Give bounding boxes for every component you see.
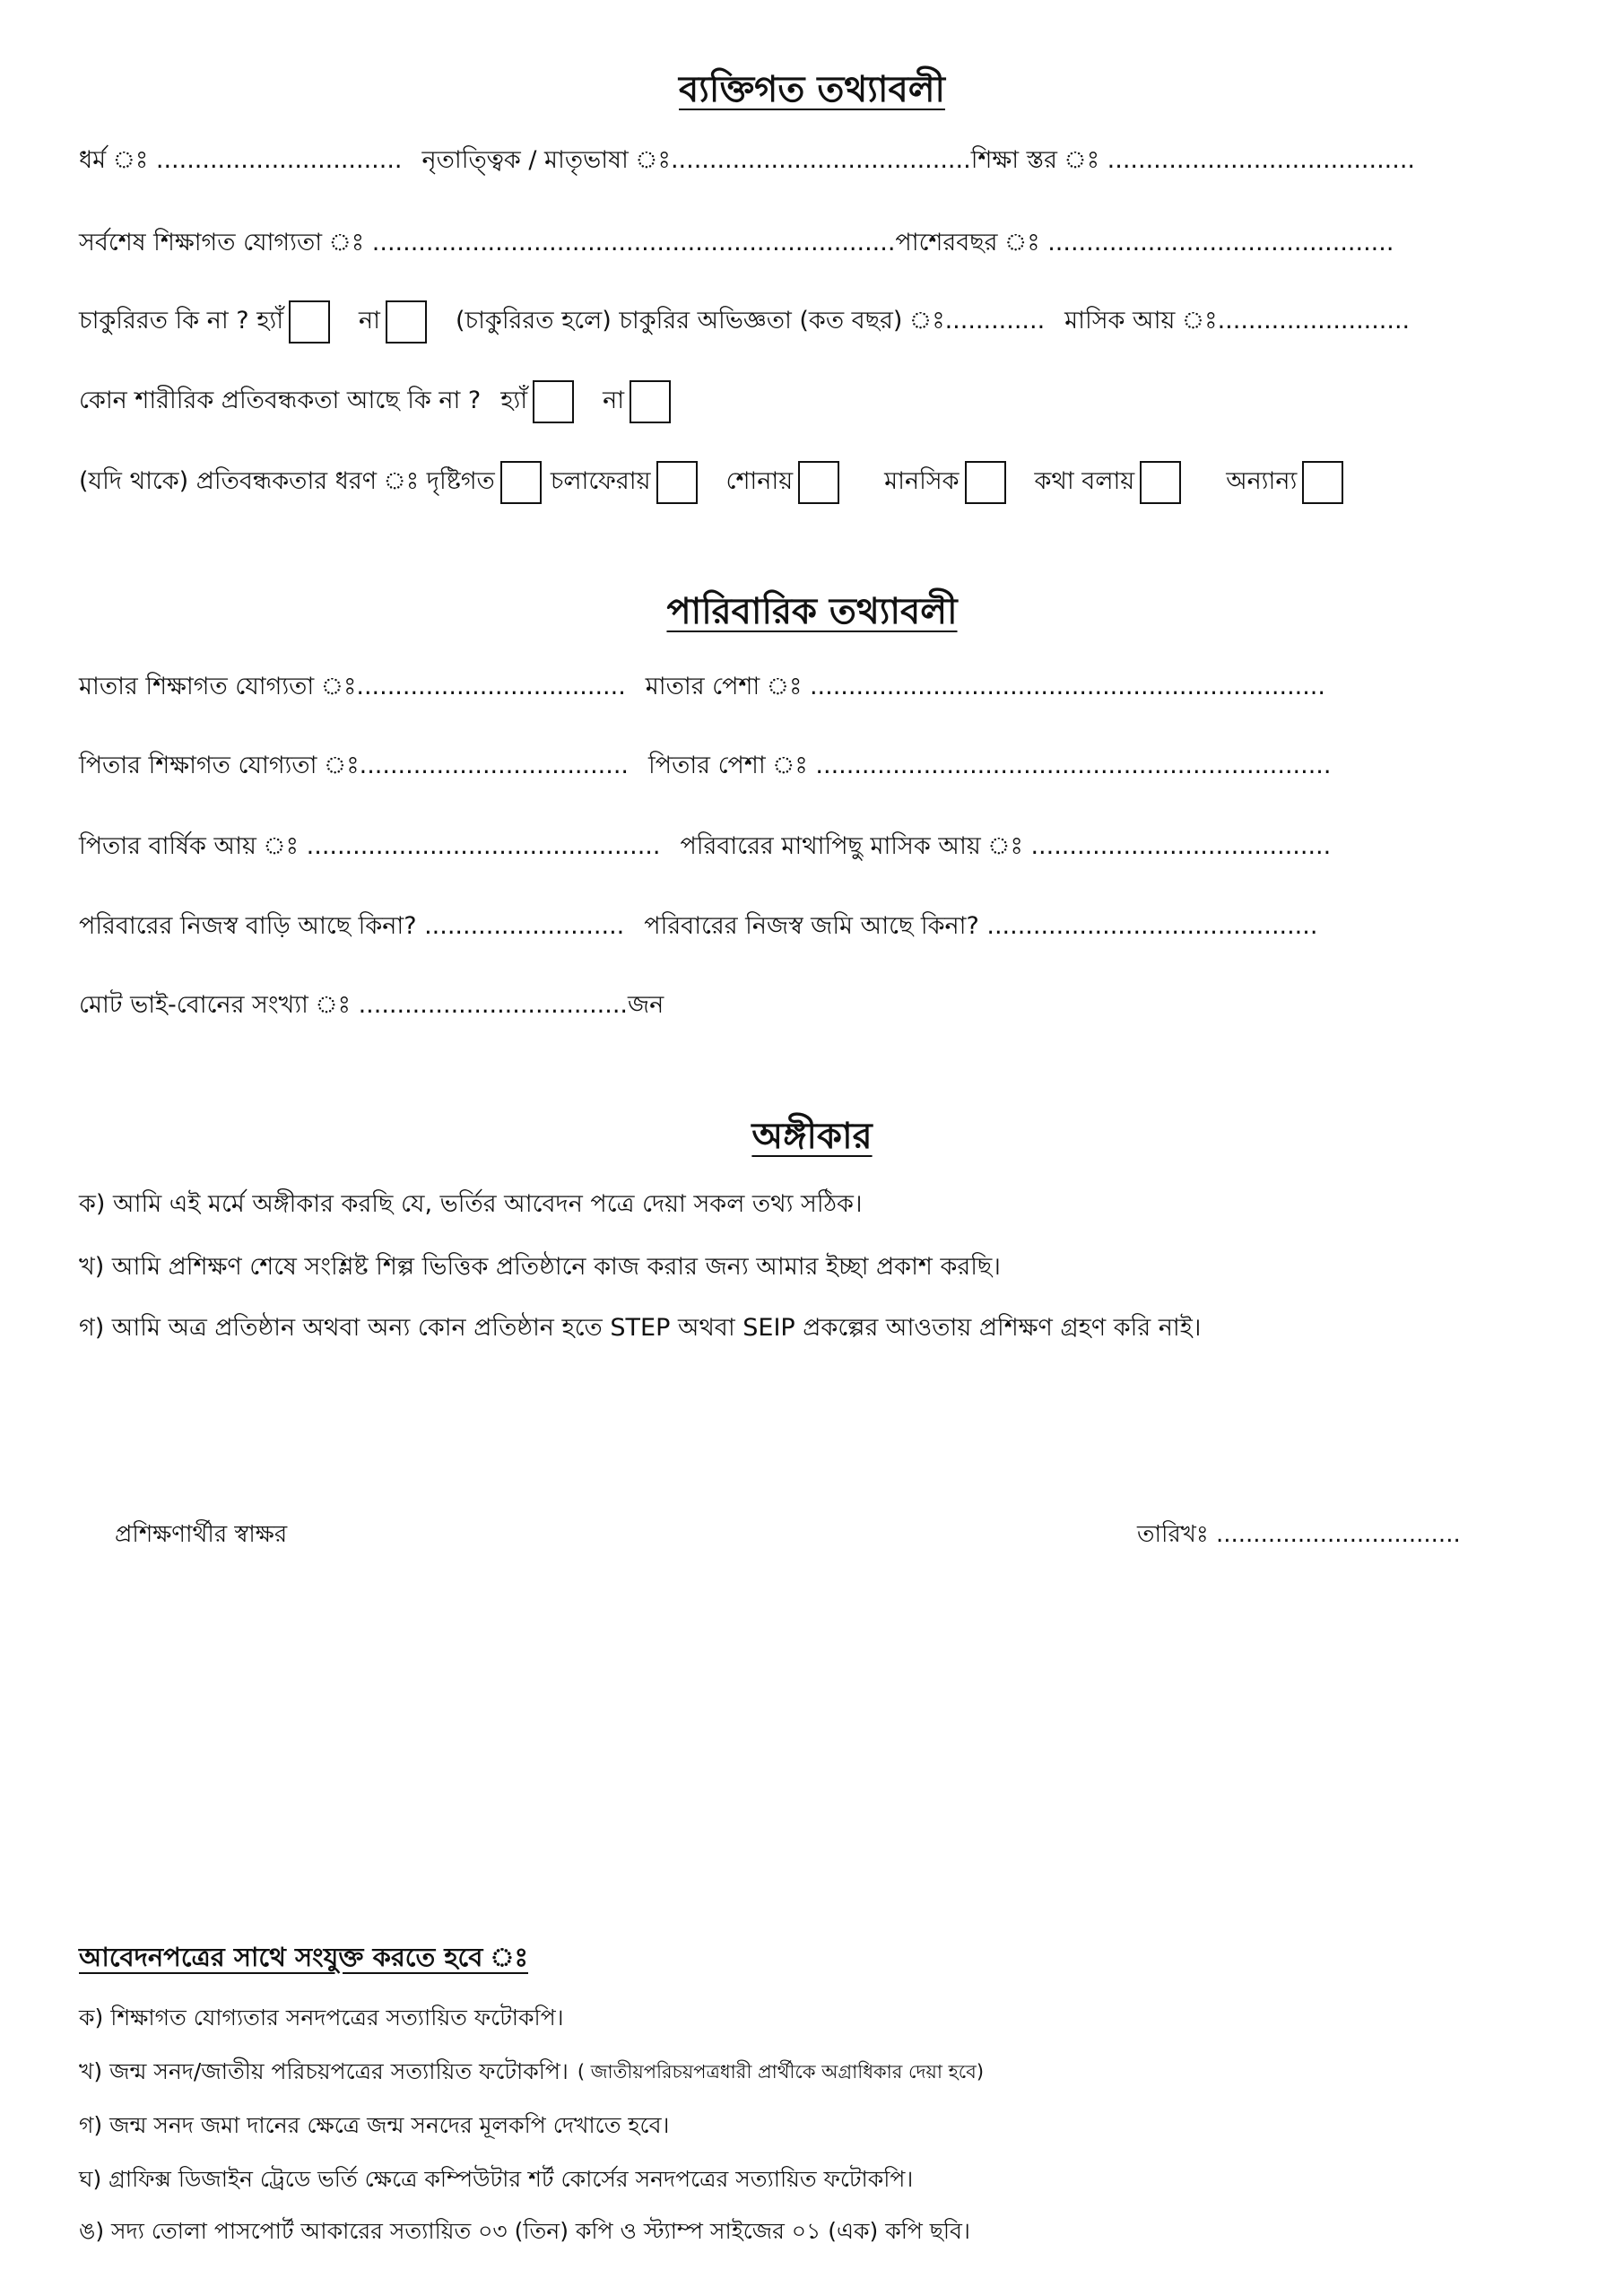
disability-option-other: অন্যান্য [1226, 466, 1298, 495]
disability-no-label: না [603, 386, 625, 414]
attachment-item: ঘ) গ্রাফিক্স ডিজাইন ট্রেডে ভর্তি ক্ষেত্রে কম্পিউটার শর্ট কোর্সের সনদপত্রের সত্যায়িত ফটোকপি। [79, 2166, 914, 2192]
father-education-field[interactable]: পিতার শিক্ষাগত যোগ্যতা ঃ................................... [79, 752, 630, 779]
signature-date-field[interactable]: তারিখঃ ................................. [1137, 1521, 1461, 1548]
disability-option-hearing: শোনায় [725, 466, 794, 495]
pledge-item: গ) আমি অত্র প্রতিষ্ঠান অথবা অন্য কোন প্রতিষ্ঠান হতে STEP অথবা SEIP প্রকল্পের আওতায় প্রশিক্ষণ গ্রহণ করি নাই। [79, 1314, 1202, 1342]
disability-type-label: (যদি থাকে) প্রতিবন্ধকতার ধরণ ঃ দৃষ্টিগত [79, 466, 495, 495]
religion-field[interactable]: ধর্ম ঃ ................................ [79, 146, 403, 174]
disability-mental-checkbox[interactable] [965, 461, 1006, 504]
employed-no-label: না [359, 306, 380, 335]
father-occupation-field[interactable]: পিতার পেশা ঃ ................................................................... [648, 752, 1332, 779]
employed-no-checkbox[interactable] [386, 300, 427, 344]
employed-question: চাকুরিরত কি না ? হ্যাঁ [79, 306, 284, 335]
siblings-count-field[interactable]: মোট ভাই-বোনের সংখ্যা ঃ ...................................জন [79, 991, 664, 1019]
pledge-item: ক) আমি এই মর্মে অঙ্গীকার করছি যে, ভর্তির আবেদন পত্রে দেয়া সকল তথ্য সঠিক। [79, 1190, 863, 1218]
family-row-2 [79, 747, 1331, 787]
attachment-note: ( জাতীয়পরিচয়পত্রধারী প্রার্থীকে অগ্রাধিকার দেয়া হবে) [577, 2061, 985, 2083]
disability-other-checkbox[interactable] [1302, 461, 1343, 504]
mother-occupation-field[interactable]: মাতার পেশা ঃ ................................................................... [645, 673, 1325, 700]
own-house-field[interactable]: পরিবারের নিজস্ব বাড়ি আছে কিনা? .......................... [79, 912, 625, 940]
family-row-4 [79, 908, 1317, 948]
personal-row-2 [79, 224, 1394, 265]
family-row-1 [79, 668, 1325, 709]
disability-mobility-checkbox[interactable] [656, 461, 698, 504]
pledge-title: অঙ্গীকার [751, 1116, 873, 1157]
family-info-title: পারিবারিক তথ্যাবলী [666, 591, 958, 632]
disability-hearing-checkbox[interactable] [798, 461, 839, 504]
own-land-field[interactable]: পরিবারের নিজস্ব জমি আছে কিনা? ........................................... [644, 912, 1318, 940]
attachment-item: ঙ) সদ্য তোলা পাসপোর্ট আকারের সত্যায়িত ০৩ (তিন) কপি ও স্ট্যাম্প সাইজের ০১ (এক) কপি ছবি। [79, 2218, 970, 2244]
personal-row-5 [79, 461, 1352, 504]
personal-info-title: ব্যক্তিগত তথ্যাবলী [679, 69, 945, 110]
personal-row-1 [79, 142, 1415, 182]
disability-yes-checkbox[interactable] [533, 380, 574, 423]
mother-education-field[interactable]: মাতার শিক্ষাগত যোগ্যতা ঃ................................... [79, 673, 626, 700]
attachment-item: খ) জন্ম সনদ/জাতীয় পরিচয়পত্রের সত্যায়িত ফটোকপি। ( জাতীয়পরিচয়পত্রধারী প্রার্থীকে অগ্রাধিকার দেয়া হবে) [79, 2054, 984, 2092]
attachment-item: ক) শিক্ষাগত যোগ্যতার সনদপত্রের সত্যায়িত ফটোকপি। [79, 2005, 564, 2031]
ethnic-language-field[interactable]: নৃতাত্ত্বিক / মাতৃভাষা ঃ....................................... [421, 146, 971, 174]
employed-yes-checkbox[interactable] [289, 300, 330, 344]
last-education-field[interactable]: সর্বশেষ শিক্ষাগত যোগ্যতা ঃ .................................................................... [79, 229, 896, 257]
passing-year-field[interactable]: পাশেরবছর ঃ ............................................. [895, 229, 1394, 257]
disability-option-speech: কথা বলায় [1034, 466, 1135, 495]
personal-row-3 [79, 300, 1410, 344]
personal-row-4 [79, 380, 680, 423]
education-level-field[interactable]: শিক্ষা স্তর ঃ ........................................ [970, 146, 1415, 174]
attachments-title: আবেদনপত্রের সাথে সংযুক্ত করতে হবে ঃ [79, 1942, 528, 1972]
monthly-income-field[interactable]: মাসিক আয় ঃ......................... [1064, 306, 1411, 335]
per-capita-income-field[interactable]: পরিবারের মাথাপিছু মাসিক আয় ঃ ....................................... [680, 832, 1332, 860]
experience-field[interactable]: (চাকুরিরত হলে) চাকুরির অভিজ্ঞতা (কত বছর) ঃ............. [456, 306, 1046, 335]
family-row-3 [79, 828, 1331, 868]
trainee-signature-label: প্রশিক্ষণার্থীর স্বাক্ষর [115, 1521, 288, 1548]
pledge-item: খ) আমি প্রশিক্ষণ শেষে সংশ্লিষ্ট শিল্প ভিত্তিক প্রতিষ্ঠানে কাজ করার জন্য আমার ইচ্ছা প্রকাশ করছি। [79, 1253, 1001, 1281]
attachment-item: গ) জন্ম সনদ জমা দানের ক্ষেত্রে জন্ম সনদের মূলকপি দেখাতে হবে। [79, 2112, 670, 2138]
disability-visual-checkbox[interactable] [500, 461, 542, 504]
disability-yes-label: হ্যাঁ [500, 386, 528, 414]
father-annual-income-field[interactable]: পিতার বার্ষিক আয় ঃ .............................................. [79, 832, 661, 860]
family-row-5 [79, 987, 664, 1027]
disability-option-mental: মানসিক [884, 466, 960, 495]
disability-option-mobility: চলাফেরায় [550, 466, 651, 495]
disability-speech-checkbox[interactable] [1140, 461, 1181, 504]
disability-question: কোন শারীরিক প্রতিবন্ধকতা আছে কি না ? [79, 386, 482, 414]
disability-no-checkbox[interactable] [630, 380, 671, 423]
